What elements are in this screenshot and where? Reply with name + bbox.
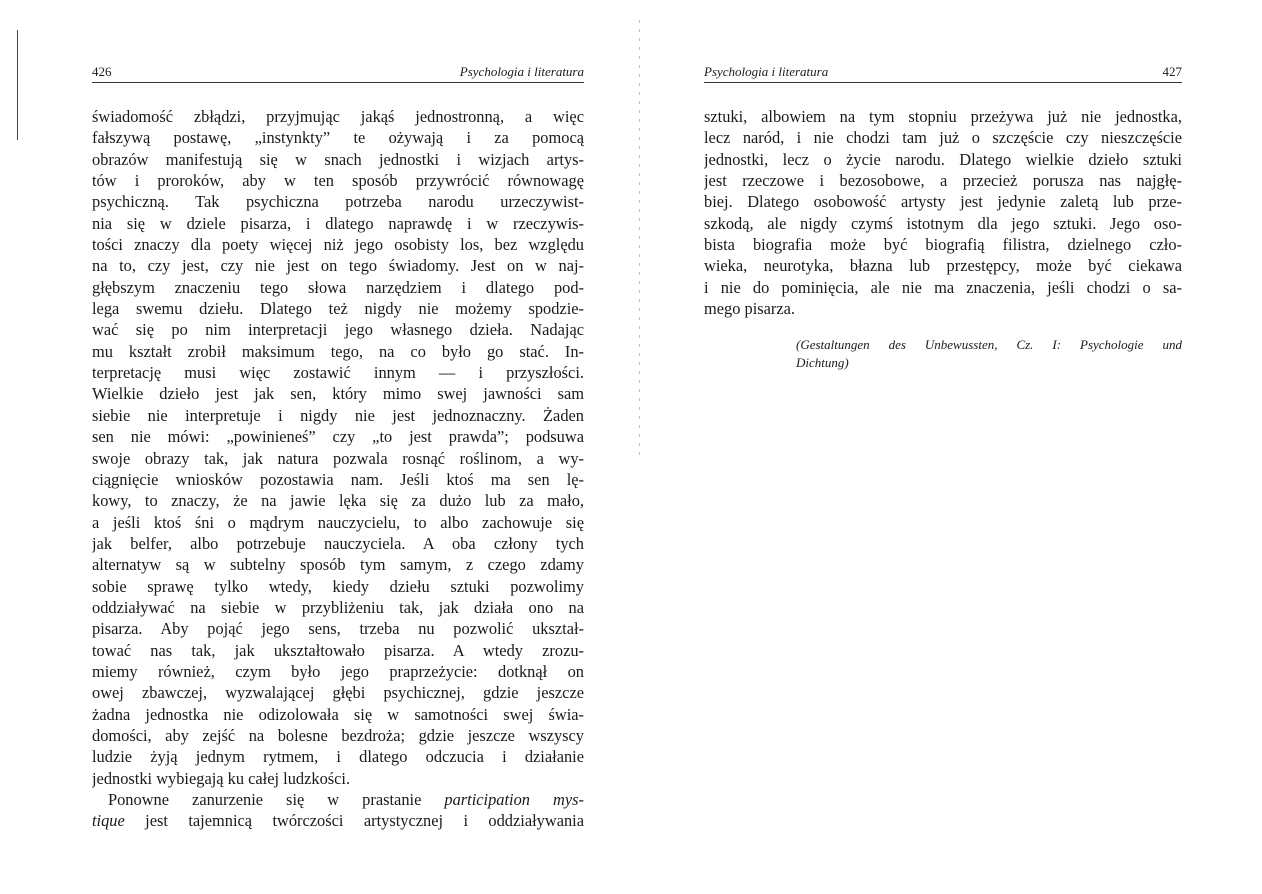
text-line: psychiczną. Tak psychiczna potrzeba narodu urzeczywist-: [92, 192, 584, 212]
text-line: Wielkie dzieło jest jak sen, który mimo swej jawności sam: [92, 384, 584, 404]
right-running-title: Psychologia i literatura: [704, 64, 829, 79]
text-line: ludzie żyją jednym rytmem, i dlatego odczucia i działanie: [92, 747, 584, 767]
text-line: sen nie mówi: „powinieneś” czy „to jest prawda”; podsuwa: [92, 427, 584, 447]
text-run: jest tajemnicą twórczości artystycznej i oddziaływania: [124, 811, 584, 831]
text-line: jak belfer, albo potrzebuje nauczyciela. A oba człony tych: [92, 533, 584, 553]
text-line: głębszym znaczeniu tego słowa narzędziem i dlatego pod-: [92, 277, 584, 297]
text-line: świadomość zbłądzi, przyjmując jakąś jednostronną, a więc: [92, 107, 584, 126]
text-line: lecz naród, i nie chodzi tam już o szczęście czy nieszczęście: [704, 128, 1182, 148]
text-line: obrazów manifestują się w snach jednostki i wizjach artys-: [92, 149, 584, 169]
paragraph-first-line: [92, 789, 584, 810]
text-line: jest rzeczowe i bezosobowe, a przecież porusza nas najgłę-: [704, 171, 1182, 191]
text-line: swoje obrazy tak, jak natura pozwala rosnąć roślinom, a wy-: [92, 448, 584, 468]
text-run: Ponowne zanurzenie się w prastanie: [108, 790, 445, 809]
text-line: bista biografia może być biografią filistra, dzielnego czło-: [704, 235, 1182, 255]
italic-term: participation mys-: [444, 790, 584, 809]
text-line: mu kształt zrobił maksimum tego, na co było go stać. In-: [92, 341, 584, 361]
page-gutter: [639, 20, 640, 460]
text-line: jednostki wybiegają ku całej ludzkości.: [92, 768, 351, 788]
text-line: jednostki, lecz o życie narodu. Dlatego wielkie dzieło sztuki: [704, 149, 1182, 169]
text-line: wieka, neurotyka, błazna lub przestępcy, może być ciekawa: [704, 256, 1182, 276]
left-page-number: 426: [92, 64, 112, 79]
text-line: szkodą, ale nigdy czymś istotnym dla jego sztuki. Jego oso-: [704, 213, 1182, 233]
text-line: domości, aby zejść na bolesne bezdroża; gdzie jeszcze wszyscy: [92, 725, 584, 745]
text-line: oddziaływać na siebie w przybliżeniu tak, jak działa ono na: [92, 597, 584, 617]
right-body-text: [704, 106, 1182, 319]
text-line: a jeśli ktoś śni o mądrym nauczycielu, to albo zachowuje się: [92, 512, 584, 532]
text-line: wać się po nim interpretacji jego własnego dzieła. Nadając: [92, 320, 584, 340]
citation-line: Dichtung): [796, 355, 849, 370]
text-line: sobie sprawę tylko wtedy, kiedy dziełu sztuki pozwolimy: [92, 576, 584, 596]
left-running-title: Psychologia i literatura: [459, 64, 584, 79]
right-running-head: [704, 64, 1182, 83]
left-body-text: [92, 106, 584, 832]
source-citation: [796, 336, 1182, 372]
citation-line: (Gestaltungen des Unbewussten, Cz. I: Psychologie und: [796, 337, 1182, 352]
text-line: tości znaczy dla poety więcej niż jego osobisty los, bez względu: [92, 235, 584, 255]
text-line: alternatyw są w subtelny sposób tym samym, z czego zdamy: [92, 555, 584, 575]
left-running-head: [92, 64, 584, 83]
text-line: miemy również, czym było jego praprzeżycie: dotknął on: [92, 661, 584, 681]
right-page-number: 427: [1162, 64, 1182, 79]
text-line: pisarza. Aby pojąć jego sens, trzeba nu pozwolić ukształ-: [92, 619, 584, 639]
text-line: sztuki, albowiem na tym stopniu przeżywa już nie jednostka,: [704, 107, 1182, 126]
text-line: mego pisarza.: [704, 299, 796, 319]
text-line: lega swemu dziełu. Dlatego też nigdy nie możemy spodzie-: [92, 299, 584, 319]
italic-term: tique: [92, 811, 125, 831]
text-line: fałszywą postawę, „instynkty” te ożywają i za pomocą: [92, 128, 584, 148]
text-line: owej zbawczej, wyzwalającej głębi psychicznej, gdzie jeszcze: [92, 683, 584, 703]
text-line: biej. Dlatego osobowość artysty jest jedynie zaletą lub prze-: [704, 192, 1182, 212]
text-line: żadna jednostka nie odizolowała się w samotności swej świa-: [92, 704, 584, 724]
text-line: nia się w dziele pisarza, i dlatego naprawdę i w rzeczywis-: [92, 213, 584, 233]
text-line: na to, czy jest, czy nie jest on tego świadomy. Jest on w naj-: [92, 256, 584, 276]
text-line: tów i proroków, aby w ten sposób przywrócić równowagę: [92, 171, 584, 191]
text-line: kowy, to znaczy, że na jawie lęka się za dużo lub za mało,: [92, 491, 584, 511]
text-line: tować nas tak, jak ukształtowało pisarza. A wtedy zrozu-: [92, 640, 584, 660]
text-line: ciągnięcie wniosków pozostawia nam. Jeśli ktoś ma sen lę-: [92, 469, 584, 489]
text-line: siebie nie interpretuje i nigdy nie jest jednoznaczny. Żaden: [92, 405, 584, 425]
paragraph-second-line: [92, 810, 584, 831]
scan-edge: [17, 30, 18, 140]
text-line: i nie do pominięcia, ale nie ma znaczenia, jeśli chodzi o sa-: [704, 277, 1182, 297]
text-line: terpretację musi więc zostawić innym — i przyszłości.: [92, 363, 584, 383]
